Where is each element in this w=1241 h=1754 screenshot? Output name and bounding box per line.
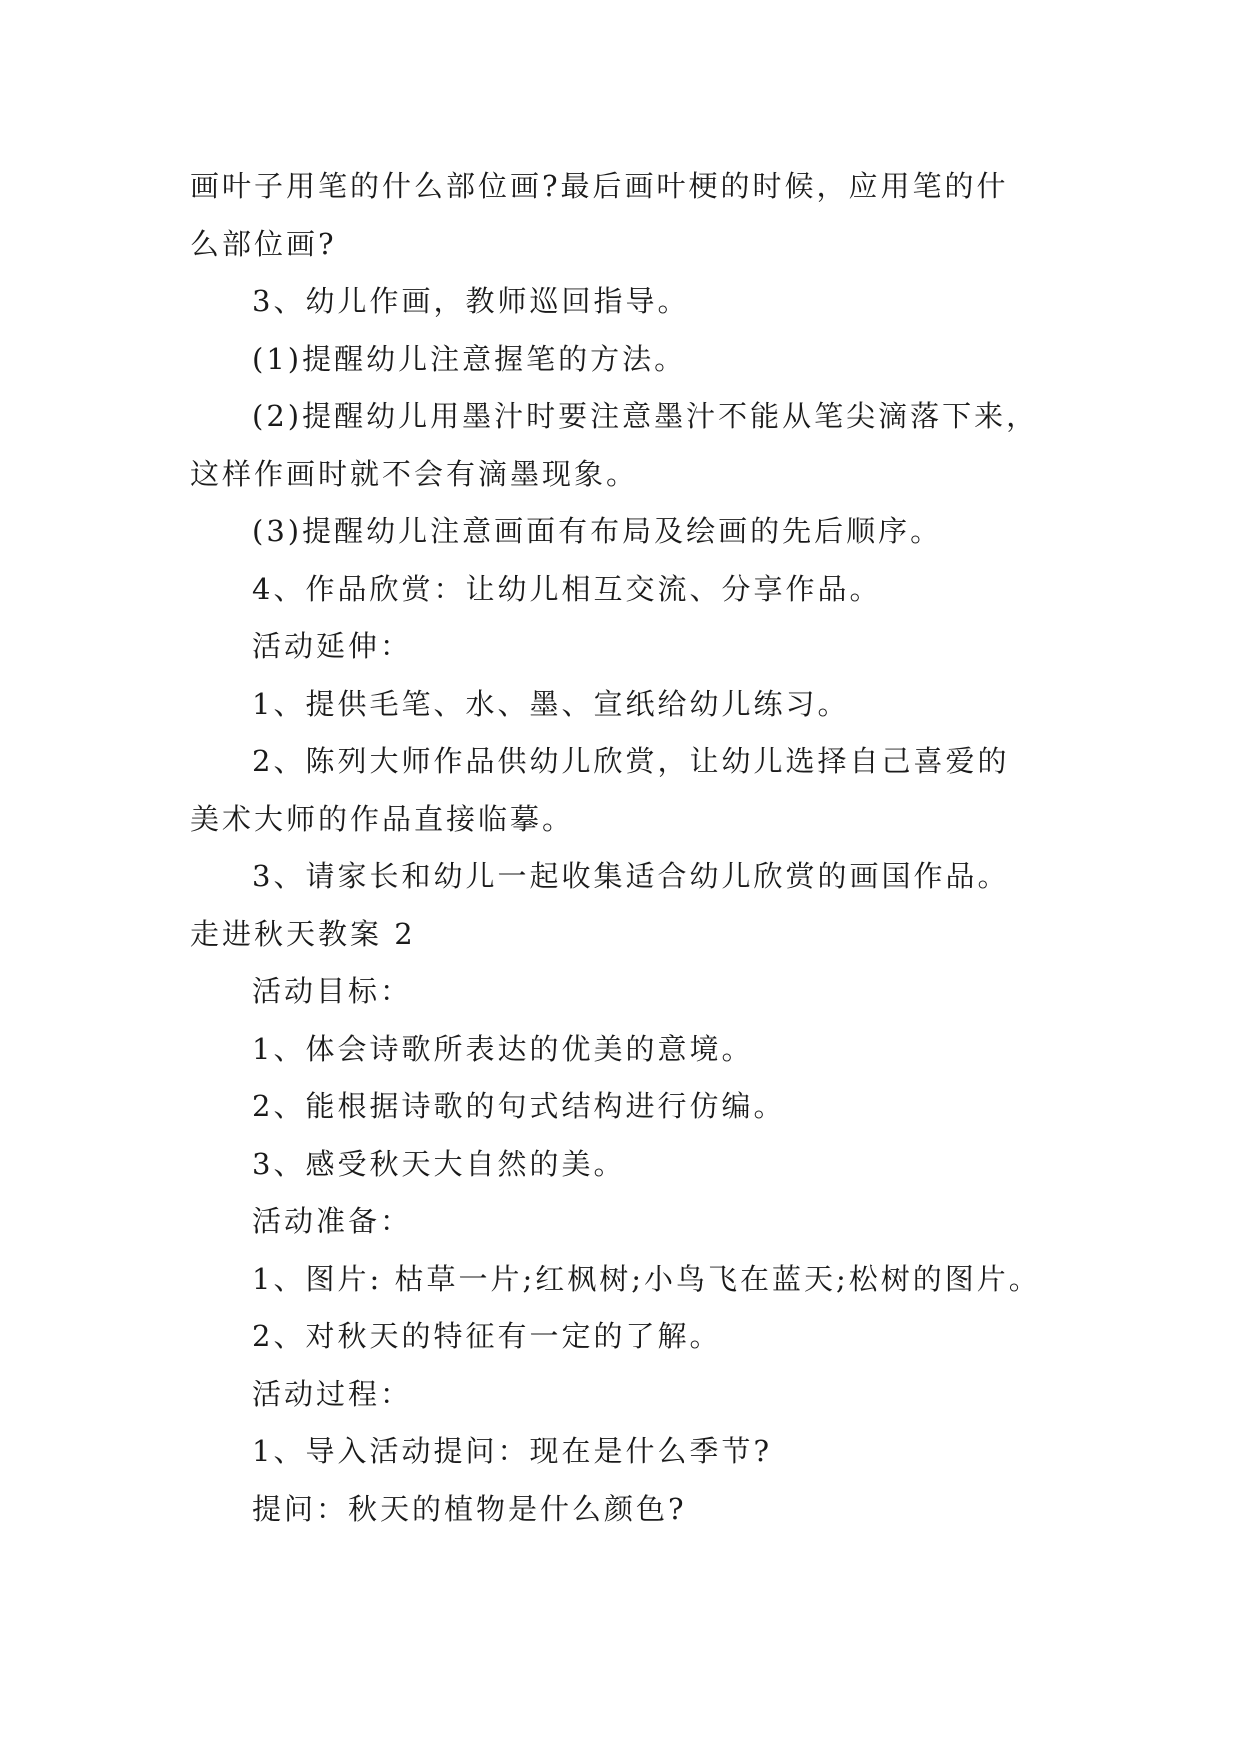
text-line: 2、能根据诗歌的句式结构进行仿编。 <box>252 1089 786 1123</box>
text-line: 提问：秋天的植物是什么颜色? <box>252 1491 687 1526</box>
section-heading: 活动延伸： <box>252 629 413 663</box>
text-line: (3)提醒幼儿注意画面有布局及绘画的先后顺序。 <box>252 514 943 548</box>
text-line: 2、陈列大师作品供幼儿欣赏，让幼儿选择自己喜爱的 <box>252 744 1010 778</box>
text-line: 1、体会诗歌所表达的优美的意境。 <box>252 1031 754 1066</box>
text-line: 1、导入活动提问：现在是什么季节? <box>252 1434 772 1468</box>
section-heading: 活动过程： <box>252 1376 413 1411</box>
text-line: (2)提醒幼儿用墨汁时要注意墨汁不能从笔尖滴落下来， <box>252 399 1039 433</box>
text-line: 美术大师的作品直接临摹。 <box>190 801 575 836</box>
text-line: 画叶子用笔的什么部位画?最后画叶梗的时候，应用笔的什 <box>190 169 1009 203</box>
text-line: 3、请家长和幼儿一起收集适合幼儿欣赏的画国作品。 <box>252 859 1010 893</box>
text-line: 3、感受秋天大自然的美。 <box>252 1146 626 1181</box>
section-heading: 活动目标： <box>252 974 413 1008</box>
document-body <box>190 158 1070 1538</box>
text-line: 2、对秋天的特征有一定的了解。 <box>252 1319 722 1353</box>
lesson-title: 走进秋天教案 2 <box>190 916 416 951</box>
text-line: 1、图片: 枯草一片;红枫树;小鸟飞在蓝天;松树的图片。 <box>252 1261 1041 1296</box>
text-line: (1)提醒幼儿注意握笔的方法。 <box>252 341 687 376</box>
section-heading: 活动准备： <box>252 1204 413 1238</box>
text-line: 1、提供毛笔、水、墨、宣纸给幼儿练习。 <box>252 686 850 721</box>
text-line: 这样作画时就不会有滴墨现象。 <box>190 456 639 491</box>
text-line: 么部位画? <box>190 226 337 261</box>
text-line: 3、幼儿作画，教师巡回指导。 <box>252 284 690 318</box>
text-line: 4、作品欣赏：让幼儿相互交流、分享作品。 <box>252 571 882 606</box>
